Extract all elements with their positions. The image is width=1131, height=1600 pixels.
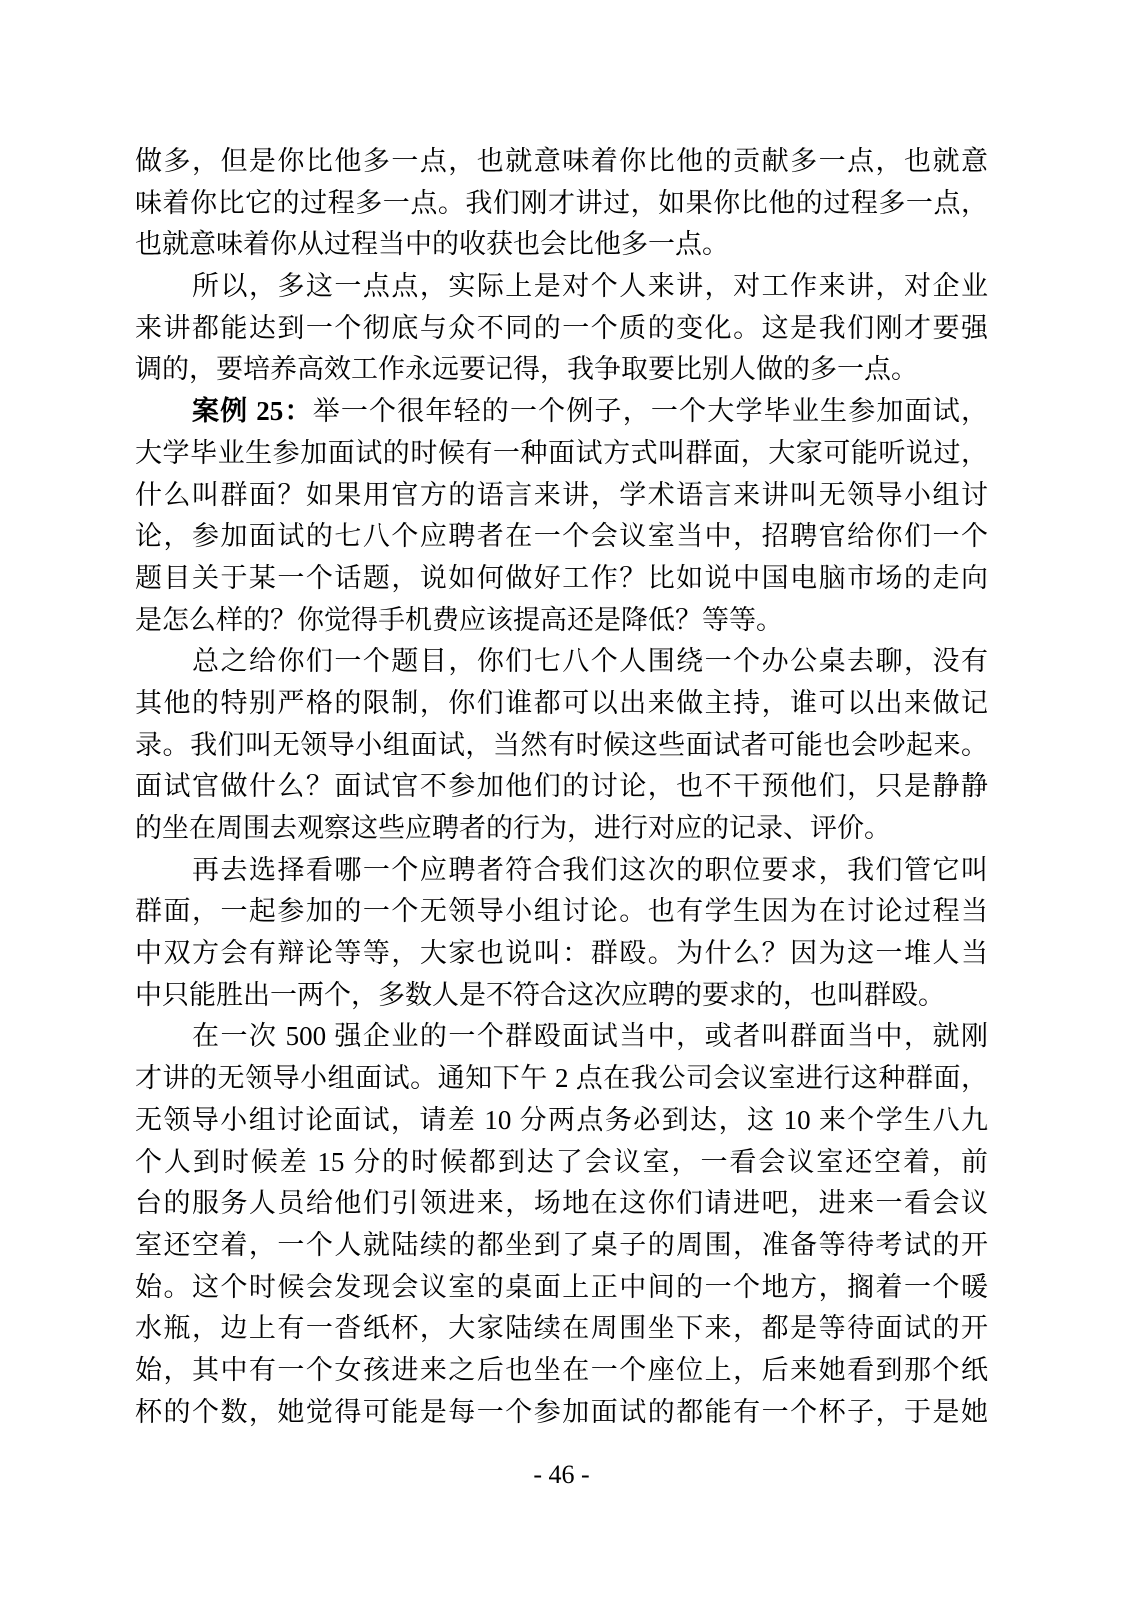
text-line: 大学毕业生参加面试的时候有一种面试方式叫群面，大家可能听说过， (135, 437, 988, 468)
text-line: 其他的特别严格的限制，你们谁都可以出来做主持，谁可以出来做记 (135, 687, 988, 718)
text-line: 始，其中有一个女孩进来之后也坐在一个座位上，后来她看到那个纸 (135, 1354, 988, 1385)
text-line: 什么叫群面？如果用官方的语言来讲，学术语言来讲叫无领导小组讨 (135, 479, 988, 510)
text-line: 再去选择看哪一个应聘者符合我们这次的职位要求，我们管它叫 (192, 854, 988, 885)
paragraph (135, 266, 988, 391)
paragraph (135, 850, 988, 1017)
text-line: 来讲都能达到一个彻底与众不同的一个质的变化。这是我们刚才要强 (135, 312, 988, 343)
text-line: 室还空着，一个人就陆续的都坐到了桌子的周围，准备等待考试的开 (135, 1229, 988, 1260)
text-line: 台的服务人员给他们引领进来，场地在这你们请进吧，进来一看会议 (135, 1188, 988, 1219)
paragraph (135, 641, 988, 849)
paragraph (135, 141, 988, 266)
text-line: 才讲的无领导小组面试。通知下午 2 点在我公司会议室进行这种群面， (135, 1063, 988, 1094)
text-line: 群面，一起参加的一个无领导小组讨论。也有学生因为在讨论过程当 (135, 896, 988, 927)
text-line: 所以，多这一点点，实际上是对个人来讲，对工作来讲，对企业 (192, 271, 988, 302)
text-line: 水瓶，边上有一沓纸杯，大家陆续在周围坐下来，都是等待面试的开 (135, 1313, 988, 1344)
text-line: 的坐在周围去观察这些应聘者的行为，进行对应的记录、评价。 (135, 813, 891, 843)
text-line: 中双方会有辩论等等，大家也说叫：群殴。为什么？因为这一堆人当 (135, 938, 988, 969)
text-block (135, 141, 988, 1433)
text-line: 论，参加面试的七八个应聘者在一个会议室当中，招聘官给你们一个 (135, 521, 988, 552)
text-line: 做多，但是你比他多一点，也就意味着你比他的贡献多一点，也就意 (135, 146, 988, 176)
text-line: 总之给你们一个题目，你们七八个人围绕一个办公桌去聊，没有 (192, 646, 988, 677)
text-line: 是怎么样的？你觉得手机费应该提高还是降低？等等。 (135, 604, 783, 635)
paragraph (135, 1016, 988, 1433)
page-number: - 46 - (533, 1460, 590, 1489)
text-line: 题目关于某一个话题，说如何做好工作？比如说中国电脑市场的走向 (135, 562, 988, 593)
text-line: 案例 25：举一个很年轻的一个例子，一个大学毕业生参加面试， (192, 396, 988, 427)
text-line: 中只能胜出一两个，多数人是不符合这次应聘的要求的，也叫群殴。 (135, 979, 945, 1010)
text-line: 调的，要培养高效工作永远要记得，我争取要比别人做的多一点。 (135, 354, 918, 385)
case-number-label: 案例 25： (192, 396, 313, 427)
text-line: 也就意味着你从过程当中的收获也会比他多一点。 (135, 229, 729, 260)
text-line: 个人到时候差 15 分的时候都到达了会议室，一看会议室还空着，前 (135, 1146, 988, 1177)
text-line: 在一次 500 强企业的一个群殴面试当中，或者叫群面当中，就刚 (192, 1021, 988, 1052)
text-line: 录。我们叫无领导小组面试，当然有时候这些面试者可能也会吵起来。 (135, 729, 988, 760)
text-line: 杯的个数，她觉得可能是每一个参加面试的都能有一个杯子，于是她 (135, 1396, 988, 1427)
text-line: 无领导小组讨论面试，请差 10 分两点务必到达，这 10 来个学生八九 (135, 1104, 988, 1135)
text-line: 味着你比它的过程多一点。我们刚才讲过，如果你比他的过程多一点， (135, 187, 988, 218)
text-line: 面试官做什么？面试官不参加他们的讨论，也不干预他们，只是静静 (135, 771, 988, 802)
paragraph (135, 391, 988, 641)
text-line: 始。这个时候会发现会议室的桌面上正中间的一个地方，搁着一个暖 (135, 1271, 988, 1302)
